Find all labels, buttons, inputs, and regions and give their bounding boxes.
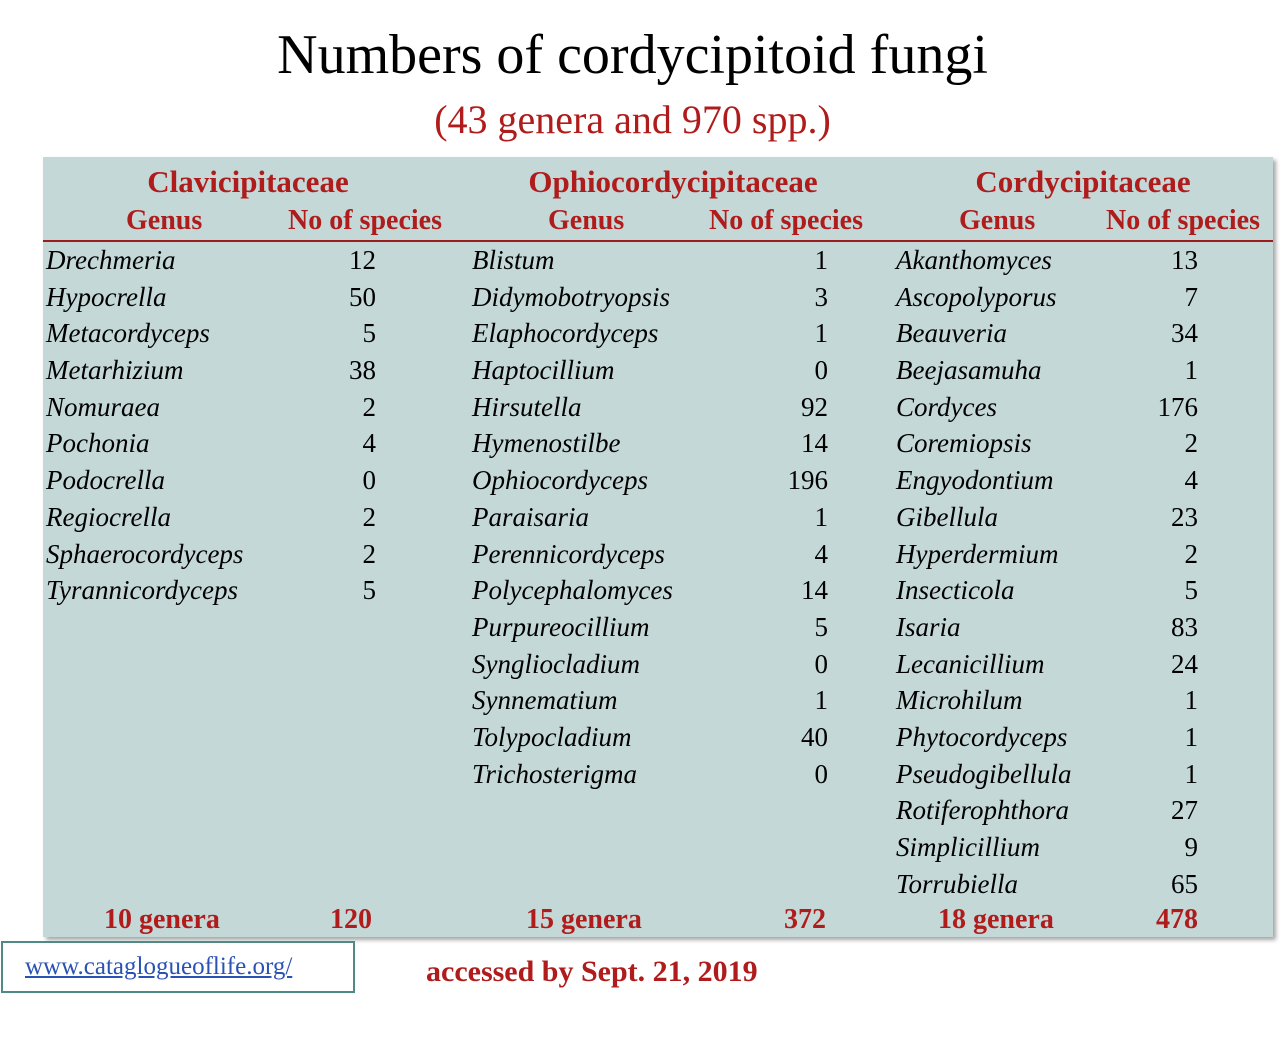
species-count: 83 [1171, 611, 1198, 642]
table-row [472, 279, 828, 316]
table-row [896, 499, 1198, 536]
species-count: 13 [1171, 245, 1198, 275]
genus-name: Gibellula [896, 501, 998, 532]
species-count: 2 [362, 538, 376, 569]
table-row [472, 756, 828, 793]
species-count: 1 [814, 685, 828, 716]
genus-name: Haptocillium [472, 355, 615, 386]
species-count: 9 [1184, 832, 1198, 862]
genus-name: Beauveria [896, 318, 1007, 349]
species-count: 2 [362, 391, 376, 422]
table-row [46, 242, 376, 279]
species-count: 5 [1184, 575, 1198, 606]
genus-name: Trichosterigma [472, 758, 638, 789]
species-count: 14 [801, 575, 828, 606]
species-count: 2 [1184, 428, 1198, 459]
table-row [472, 242, 828, 279]
col-header-species-1: No of species [288, 205, 442, 236]
total-species-cordycipitaceae: 478 [1156, 904, 1198, 935]
species-count: 27 [1171, 795, 1198, 826]
col-header-genus-3: Genus [959, 205, 1036, 236]
col-header-species-3: No of species [1106, 205, 1260, 236]
species-count: 7 [1184, 281, 1198, 312]
species-count: 1 [1184, 685, 1198, 716]
genus-name: Microhilum [896, 685, 1023, 716]
accessed-date: accessed by Sept. 21, 2019 [426, 955, 758, 988]
table-row [472, 499, 828, 536]
species-count: 24 [1171, 648, 1198, 679]
family-heading-clavicipitaceae: Clavicipitaceae [147, 164, 349, 199]
table-row [472, 536, 828, 573]
table-row [46, 315, 376, 352]
table-row [46, 572, 376, 609]
genus-name: Phytocordyceps [896, 721, 1068, 752]
family-heading-cordycipitaceae: Cordycipitaceae [975, 164, 1191, 199]
species-count: 1 [814, 245, 828, 275]
table-row [472, 315, 828, 352]
table-row [896, 536, 1198, 573]
table-row [896, 829, 1198, 866]
genus-name: Tyrannicordyceps [46, 575, 238, 606]
genus-name: Syngliocladium [472, 648, 640, 679]
species-count: 196 [787, 465, 828, 496]
genus-name: Sphaerocordyceps [46, 538, 244, 569]
species-count: 1 [1184, 758, 1198, 789]
species-count: 2 [362, 501, 376, 532]
species-count: 92 [801, 391, 828, 422]
table-row [46, 425, 376, 462]
species-count: 34 [1171, 318, 1198, 349]
genus-name: Akanthomyces [896, 245, 1052, 275]
species-count: 23 [1171, 501, 1198, 532]
genus-name: Simplicillium [896, 832, 1040, 862]
genus-name: Hypocrella [46, 281, 167, 312]
species-count: 38 [349, 355, 376, 386]
genus-name: Ophiocordyceps [472, 465, 648, 496]
genus-name: Coremiopsis [896, 428, 1032, 459]
source-link[interactable]: www.cataglogueoflife.org/ [25, 953, 293, 980]
table-column-clavicipitaceae [46, 242, 376, 609]
genus-name: Nomuraea [46, 391, 160, 422]
family-heading-ophiocordycipitaceae: Ophiocordycipitaceae [528, 164, 818, 199]
species-count: 1 [1184, 355, 1198, 386]
table-row [896, 792, 1198, 829]
genus-name: Metarhizium [46, 355, 184, 386]
col-header-genus-1: Genus [126, 205, 203, 236]
table-row [46, 536, 376, 573]
table-row [896, 352, 1198, 389]
table-row [46, 389, 376, 426]
species-count: 65 [1171, 868, 1198, 899]
col-header-species-2: No of species [709, 205, 863, 236]
table-row [896, 279, 1198, 316]
species-count: 2 [1184, 538, 1198, 569]
genus-name: Metacordyceps [46, 318, 210, 349]
genus-name: Engyodontium [896, 465, 1054, 496]
table-row [896, 425, 1198, 462]
table-row [472, 389, 828, 426]
table-column-ophiocordycipitaceae [472, 242, 828, 792]
species-count: 0 [814, 758, 828, 789]
table-row [472, 719, 828, 756]
genus-name: Drechmeria [46, 245, 176, 275]
genus-name: Blistum [472, 245, 555, 275]
genus-name: Paraisaria [472, 501, 590, 532]
genus-name: Podocrella [46, 465, 165, 496]
species-count: 176 [1157, 391, 1198, 422]
genus-name: Torrubiella [896, 868, 1019, 899]
genus-name: Insecticola [896, 575, 1015, 606]
table-row [896, 462, 1198, 499]
species-count: 40 [801, 721, 828, 752]
page-subtitle: (43 genera and 970 spp.) [434, 97, 831, 142]
table-row [472, 682, 828, 719]
species-count: 5 [362, 575, 376, 606]
genus-name: Beejasamuha [896, 355, 1042, 386]
page-title: Numbers of cordycipitoid fungi [277, 24, 988, 86]
species-count: 50 [349, 281, 376, 312]
species-count: 4 [814, 538, 828, 569]
genus-name: Cordyces [896, 391, 997, 422]
source-link-box [1, 941, 355, 993]
total-genera-clavicipitaceae: 10 genera [104, 904, 220, 935]
col-header-genus-2: Genus [548, 205, 625, 236]
species-count: 0 [362, 465, 376, 496]
genus-name: Ascopolyporus [896, 281, 1057, 312]
species-count: 5 [814, 611, 828, 642]
total-species-clavicipitaceae: 120 [330, 904, 372, 935]
table-row [46, 352, 376, 389]
table-row [46, 462, 376, 499]
species-count: 1 [814, 501, 828, 532]
species-count: 4 [1184, 465, 1198, 496]
table-row [896, 719, 1198, 756]
genus-name: Didymobotryopsis [472, 281, 670, 312]
genus-name: Purpureocillium [472, 611, 650, 642]
genus-name: Hirsutella [472, 391, 582, 422]
table-row [896, 609, 1198, 646]
table-row [896, 572, 1198, 609]
species-count: 1 [814, 318, 828, 349]
total-genera-ophiocordycipitaceae: 15 genera [526, 904, 642, 935]
genus-name: Rotiferophthora [896, 795, 1069, 826]
table-row [472, 646, 828, 683]
genus-name: Polycephalomyces [472, 575, 673, 606]
genus-name: Hymenostilbe [472, 428, 621, 459]
genus-name: Pseudogibellula [896, 758, 1072, 789]
table-row [472, 609, 828, 646]
table-row [896, 646, 1198, 683]
table-row [472, 572, 828, 609]
species-count: 14 [801, 428, 828, 459]
total-species-ophiocordycipitaceae: 372 [784, 904, 826, 935]
species-count: 12 [349, 245, 376, 275]
table-row [46, 499, 376, 536]
genus-name: Elaphocordyceps [472, 318, 659, 349]
species-count: 3 [814, 281, 828, 312]
table-row [896, 315, 1198, 352]
table-row [896, 389, 1198, 426]
table-row [896, 682, 1198, 719]
table-row [472, 425, 828, 462]
genus-name: Tolypocladium [472, 721, 632, 752]
species-count: 4 [362, 428, 376, 459]
genus-name: Lecanicillium [896, 648, 1045, 679]
species-count: 0 [814, 648, 828, 679]
table-row [896, 756, 1198, 793]
species-count: 0 [814, 355, 828, 386]
total-genera-cordycipitaceae: 18 genera [938, 904, 1054, 935]
table-row [472, 352, 828, 389]
genus-name: Perennicordyceps [472, 538, 665, 569]
table-column-cordycipitaceae [896, 242, 1198, 902]
genus-name: Isaria [896, 611, 961, 642]
genus-name: Pochonia [46, 428, 150, 459]
table-row [472, 462, 828, 499]
genus-name: Regiocrella [46, 501, 171, 532]
species-count: 5 [362, 318, 376, 349]
table-row [896, 866, 1198, 903]
table-row [896, 242, 1198, 279]
species-count: 1 [1184, 721, 1198, 752]
genus-name: Hyperdermium [896, 538, 1059, 569]
genus-name: Synnematium [472, 685, 618, 716]
table-row [46, 279, 376, 316]
